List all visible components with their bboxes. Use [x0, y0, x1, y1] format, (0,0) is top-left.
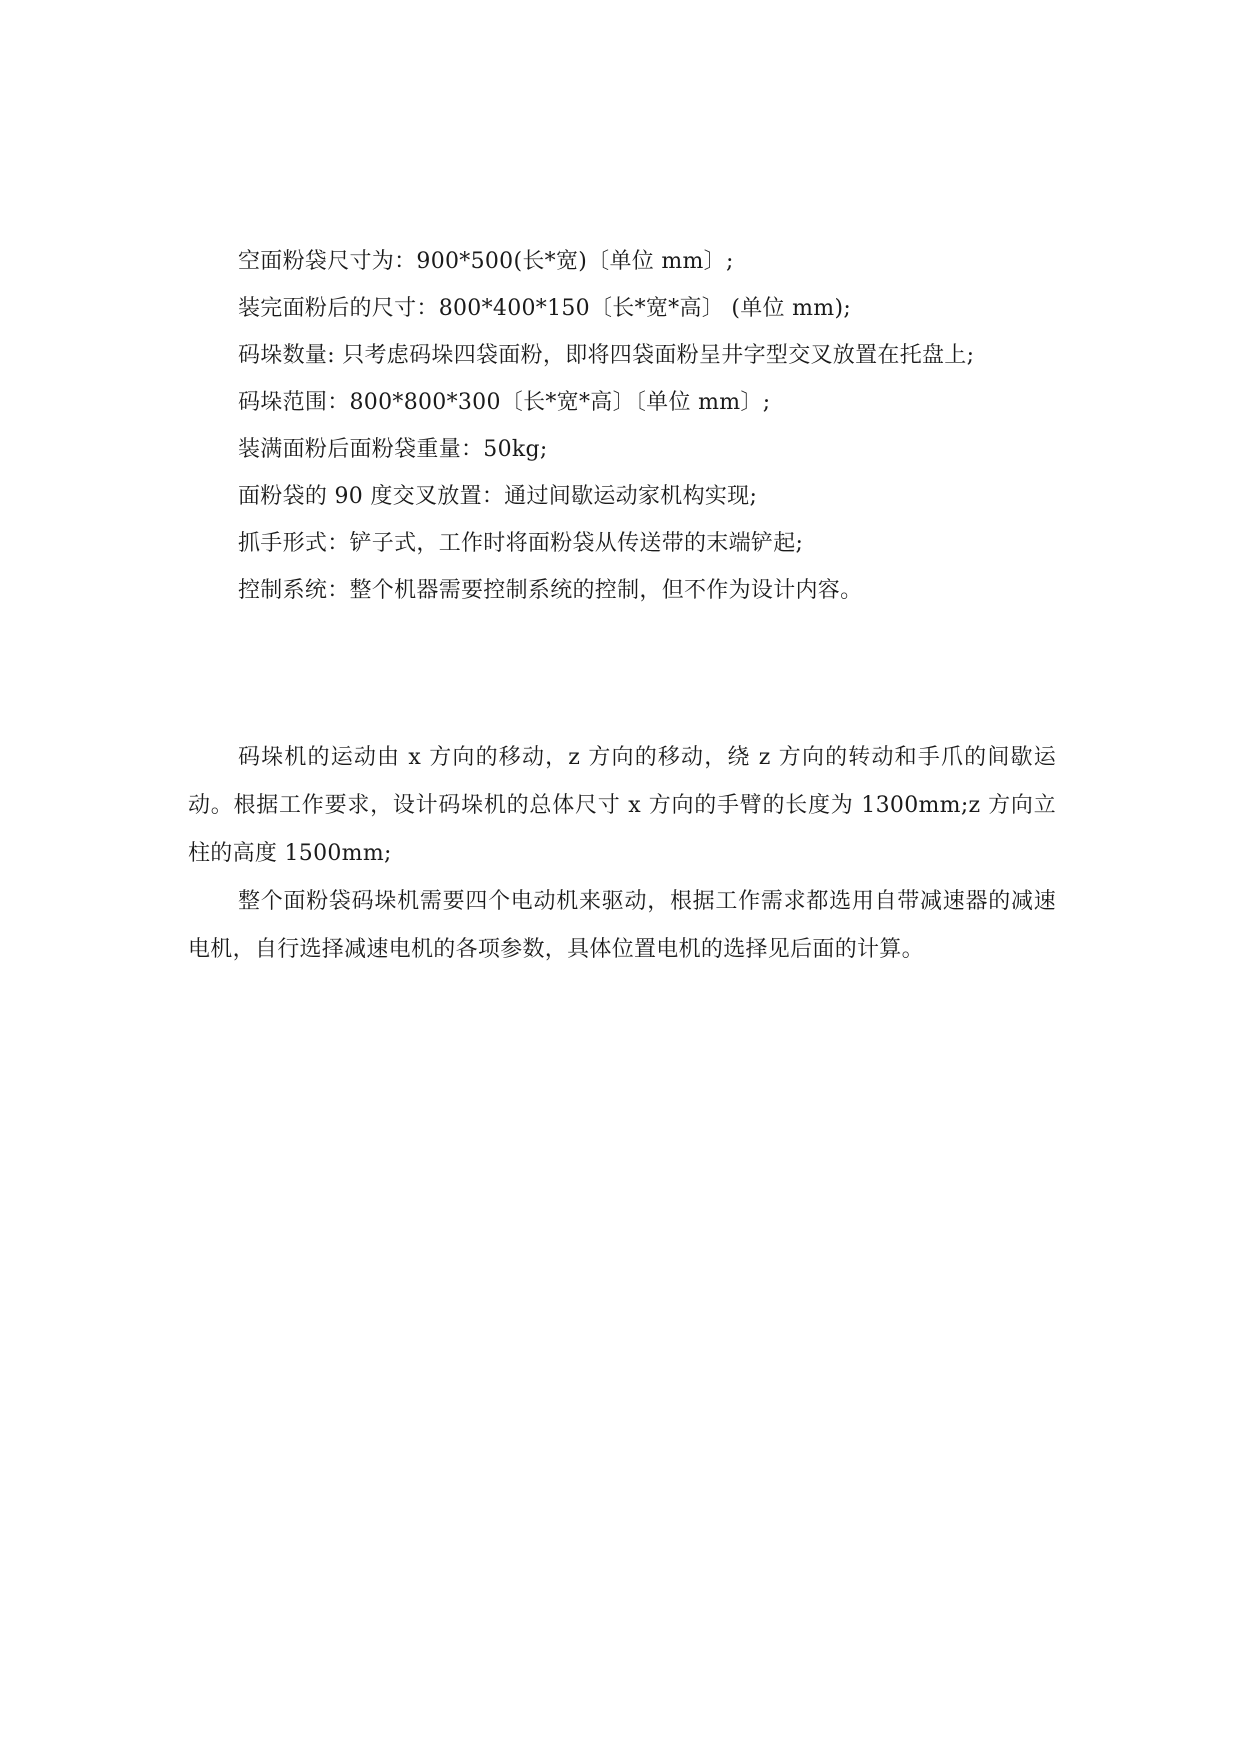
spec-cross-placement: 面粉袋的 90 度交叉放置：通过间歇运动家机构实现;	[238, 484, 758, 509]
spec-empty-bag-size: 空面粉袋尺寸为：900*500(长*宽)〔单位 mm〕;	[238, 249, 734, 274]
paragraph-motion: 码垛机的运动由 x 方向的移动，z 方向的移动，绕 z 方向的转动和手爪的间歇运动。根据工作要求，设计码垛机的总体尺寸 x 方向的手臂的长度为 1300mm;z 方向立柱的高度 1500mm;	[188, 745, 1056, 866]
spec-bag-weight: 装满面粉后面粉袋重量：50kg;	[238, 437, 548, 462]
body-text	[188, 734, 1056, 974]
spec-stack-quantity: 码垛数量: 只考虑码垛四袋面粉，即将四袋面粉呈井字型交叉放置在托盘上;	[238, 343, 975, 368]
spec-control-system: 控制系统：整个机器需要控制系统的控制，但不作为设计内容。	[238, 578, 863, 603]
spec-gripper-type: 抓手形式：铲子式，工作时将面粉袋从传送带的末端铲起;	[238, 531, 804, 556]
spec-stack-range: 码垛范围：800*800*300〔长*宽*高〕〔单位 mm〕;	[238, 390, 771, 415]
spec-filled-bag-size: 装完面粉后的尺寸：800*400*150〔长*宽*高〕 (单位 mm);	[238, 296, 852, 321]
spec-list	[238, 238, 1058, 614]
paragraph-motors: 整个面粉袋码垛机需要四个电动机来驱动，根据工作需求都选用自带减速器的减速电机，自行选择减速电机的各项参数，具体位置电机的选择见后面的计算。	[188, 889, 1056, 962]
